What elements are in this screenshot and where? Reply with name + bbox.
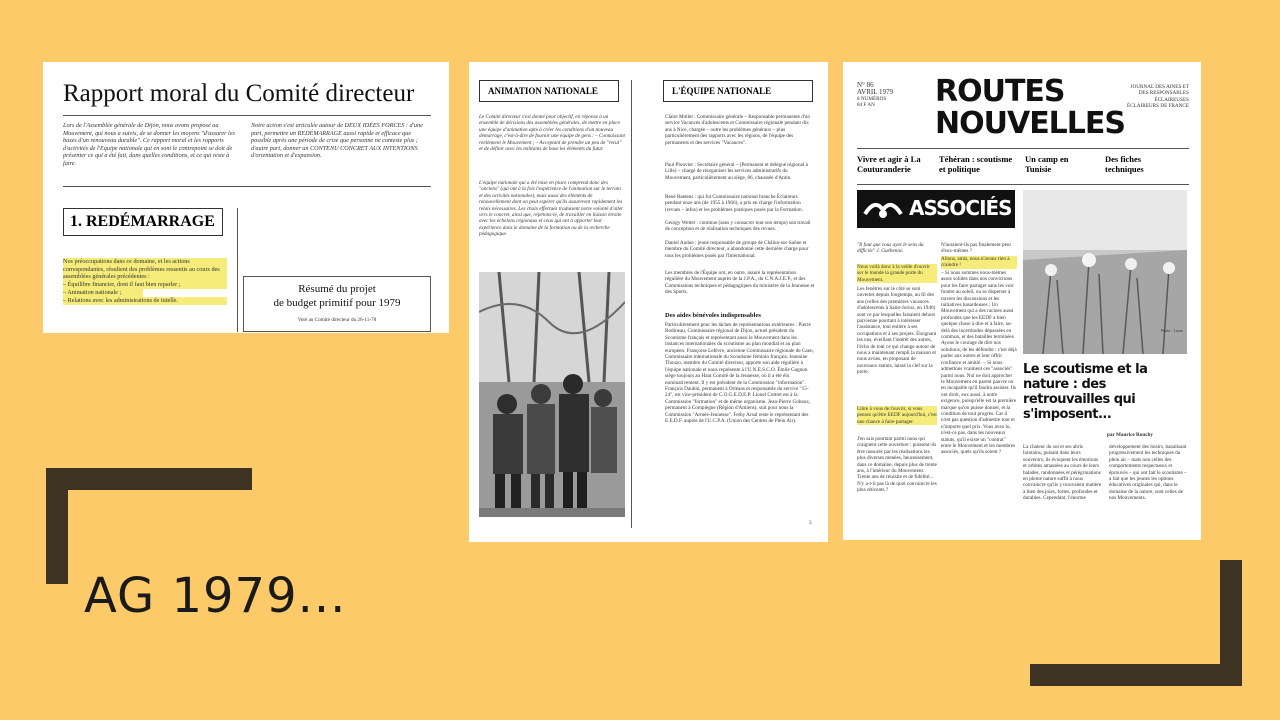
document-rapport-moral [43,62,449,333]
doc3-col2-text: N'auraient-ils pas finalement peur d'eux-mêmes ? [941,242,1012,255]
doc1-section-box [63,208,223,236]
doc1-section-text: Nos préoccupations dans ce domaine, et les actions correspondantes, résultent des problèmes ressentis au cours des assemblées générales précédentes : [63,258,227,281]
doc3-topic-4: Des fiches techniques [1105,154,1144,174]
doc1-bullet-3: – Relations avec les administrations de tutelle. [63,297,227,305]
doc2-left-p1: Le Comité directeur s'est donné pour objectif, en réponse à un ensemble de décisions des assemblées générales, de mettre en place une équipe d'animation apte à créer les conditions d'un nouveau démarrage, c'est-à-dire de fournir une équipe de gens : – Connaissant réellement le Mouvement ; – Acceptant de prendre un peu de "recul" et de définir avec les militants de base les éléments du futur. [479,114,625,153]
group-photo-image [479,272,625,517]
doc3-rule-top [857,148,1189,149]
doc3-associes-banner [857,190,1015,228]
slide-title: AG 1979... [84,568,347,624]
doc3-col1-text-2: J'en sais pourtant parmi nous qui craignent cette ouverture : puissent-ils être rassurés par les réalisations les plus diverses menées, heureusement, dans ce domaine, depuis plus de trente ans, à l'intérieur du Mouvement. Trente ans de réussite et de fidélité... N'y a-t-il pas là de quoi convaincre les plus réticents ? [857,436,937,494]
doc3-journal-desc: JOURNAL DES AINES ET DES RESPONSABLES ÉCLAIREUSES ÉCLAIREURS DE FRANCE [1127,84,1189,110]
document-routes-nouvelles [843,62,1201,540]
doc3-article-title: Le scoutisme et la nature : des retrouvailles qui s'imposent... [1023,362,1148,422]
doc1-heading: Rapport moral du Comité directeur [63,80,415,107]
doc2-right-p3: René Baetens : qui fut Commissaire national branche Éclaireurs pendant onze ans (de 1955 à 1966), a pris en charge l'information (revues – infos) et les problèmes pratiques posés par la Formation. [665,194,803,213]
doc2-right-head: L'ÉQUIPE NATIONALE [672,86,772,96]
doc3-topic-2: Téhéran : scoutisme et politique [939,154,1013,174]
doc1-bullet-1: – Équilibre financier, dont il faut bien reparler ; [63,281,227,289]
doc3-topic-3: Un camp en Tunisie [1025,154,1069,174]
doc2-right-subhead: Des aides bénévoles indispensables [665,312,761,319]
doc3-associes-title: ASSOCIÉS [909,196,1012,220]
doc1-budget-sub: Voté au Comité directeur du 26-11-78 [297,317,377,323]
corner-bracket-bottom-left-vertical [46,468,68,584]
doc2-col-divider [631,80,632,528]
doc1-budget-title-2: de budget primitif pour 1979 [273,297,401,309]
doc1-rule-top [63,115,431,116]
doc2-right-p7: Particulièrement pour les tâches de représentations extérieures : Pierre Bodineau, Commissaire régional de Dijon, actuel président du Scoutisme français et représentant aussi le Mouvement dans les instances internationales du scoutisme au plan mondial et au plan européen. Françoise Lefèvre, ancienne Commissaire régionale de Caen, Commissaire internationale du Scoutisme féminin français. Jeannine Thouzo, membre du Comité directeur, apporte son aide régulière à l'équipe nationale et nous représente à l'U.N.E.S.C.O. Émile Gagnon siège toujours au Haut Comité de la Jeunesse, où il a été élu nominativement. Il y est président de la Commission "information". François Daubin, permanent à Orléans et responsable du service "15-24", est vice-président de C.O.G.E.D.E.P. Lionel Cottret est à la Commission "formation" et de même organisme. Jean-Pierre Gobaux, permanent à Compiègne (Région d'Amiens), suit pour nous la Commission "Armée-Jeunesse". Fethy Arsal reste le représentant des E.E.D.F. auprès de l'U.C.P.A. (Union des Centres de Plein Air). [665,322,814,425]
doc3-associes-logo-icon [861,196,905,222]
doc1-intro-right: Notre action s'est articulée autour de DEUX IDÉES FORCES : d'une part, permettre un REDÉMARRAGE aussi rapide et efficace que possible après une période de crise que personne ne conteste plus ; d'autre part, donner un CONTENU CONCRET AUX INTENTIONS d'orientation et d'expansion. [251,122,423,160]
document-animation-nationale [469,62,828,542]
doc3-photo-credit: Photo : Lucas [1161,328,1183,333]
corner-bracket-bottom-right-horizontal [1030,664,1242,686]
doc2-right-p2: Paul Plouvier : Secrétaire général – (Permanent et délégué régional à Lille) – chargé de réorganiser les services administratifs du Mouvement, particulièrement au siège, 86, chaussée d'Antin. [665,162,808,181]
doc1-budget-title-1: Résumé du projet [298,283,376,295]
doc3-price: 84 F AN [857,102,875,108]
doc2-left-p2: L'équipe nationale qui a été mise en place comprend donc des "anciens" (qui ont à la fois l'expérience de l'animation sur le terrain et des activités nationales), mais aussi des éléments de renouvellement dont on peut espérer qu'ils assureront rapidement les relais nécessaires. Les choix effectués traduisent notre volonté d'aller vers le concret, ainsi que, répétons-le, de travailler en liaison étroite avec les échelons régionaux et ceux qui ont à apporter leur expérience dans le domaine de la formation ou de la recherche pédagogique. [479,180,624,238]
doc3-col1-text: Les fenêtres sur le côté se sont ouvertes depuis longtemps, au fil des ans (celles des premières vacances d'adolescents à Saint-Jorioz, en 1946) sont ce par lesquelles faisaient dehors parvienne pourtant à intéresser l'assistance, tout entière à ses occupations et à ses projets. Éloignant les uns, éveillant l'intérêt des autres, l'écho de tout ce qui change autour de nous a maintenant rempli la maison et nous avons, en proposant de nouveaux statuts, laissé la clef sur la porte. [857,286,937,376]
doc2-left-head: ANIMATION NATIONALE [488,86,598,96]
doc2-right-p6: Les membres de l'Équipe ont, en outre, assuré la représentation régulière du Mouvement auprès de la J.P.A., du C.N.A.J.E.P., et des Commissions techniques et pédagogiques du ministère de la Jeunesse et des Sports. [665,270,815,296]
doc1-section-title: 1. REDÉMARRAGE [70,213,215,230]
doc2-left-head-box [479,80,619,102]
doc3-issue: N° 86 [857,81,874,89]
doc2-page-number: 3 [809,520,812,526]
doc2-right-p4: Georgy Wetter : continue (sans y consacrer tout son temps) son travail de conception et de réalisation techniques des revues. [665,220,811,233]
doc2-group-photo [479,272,625,517]
doc3-topic-1: Vivre et agir à La Couturanderie [857,154,921,174]
doc3-col1-highlight: Nous voilà donc à la veille d'ouvrir sur le monde la grande porte du Mouvement. [857,264,937,283]
doc3-col2-highlight: Allons, amis, nous n'avons rien à craindre ! [941,256,1017,269]
doc3-quote: "Il faut que vous ayez le sens du difficile" J. Guéhenno [857,242,924,255]
doc1-budget-box [243,276,431,332]
doc1-rule-mid [63,186,431,187]
doc2-right-p1: Claire Mollet : Commissaire générale – Responsable permanente d'un service Vacances d'adolescents et Commissaire régionale pendant dix ans à Nice, chargée – outre les problèmes généraux – plus particulièrement des rapports avec les régions, de l'équipe des permanents et des services "Vacances". [665,114,810,146]
doc3-date: AVRIL 1979 [857,88,893,96]
doc3-rule-mid [857,184,1189,185]
doc3-article-text: La chaleur du sol et ses abris lointains, puisant dans leurs souvenirs, ils évoquent les émotions et orbites amassées au cours de leurs balades, randonnées et pérégrinations en pleine nature suffit à nous convaincre qu'ils y trouvaient matière à bien des joies, fortes, profondes et durables. Cependant, l'énorme développement des loisirs, banalisant progressivement les techniques du plein air – mais non celles des comportements respectueux et éprouvés – qui ont fait le scoutisme – a fait que les jeunes les options éducatives originales qui, dans le domaine de la nature, sont celles de nos Mouvements. [1023,444,1187,502]
doc3-issue-info: 8 NUMÉROS [857,96,887,102]
doc1-rule-vertical [237,208,238,332]
corner-bracket-bottom-left-horizontal [46,468,252,490]
doc3-masthead-1: ROUTES [935,74,1065,109]
doc1-intro-left: Lors de l'Assemblée générale de Dijon, nous avons proposé au Mouvement, qui nous a suivis, de se donner les moyens "d'assurer les bases d'un renouveau durable". Ce rapport moral et les rapports d'activités de l'Equipe nationale qui en sont le contrepoint se doit de présenter ce qui a été fait, dans quelles conditions, et ce qui reste à faire. [63,122,235,167]
doc3-masthead-2: NOUVELLES [935,106,1126,141]
doc2-right-head-box [663,80,813,102]
doc3-author: par Maurice Rouchy [1107,432,1154,438]
doc2-right-p5: Daniel Audue : jeune responsable de groupe de Châlon-sur-Saône et membre du Comité directeur, a abandonné cette dernière charge pour tous les problèmes posés par l'International. [665,240,809,259]
doc3-col2-text-2: – Si nous sommes nous-mêmes assez solides dans nos convictions pour les faire partager sans les voir fondre au soleil, ou se disperser à travers les discussions et les initiatives hasardeuses ; Un Mouvement qui a des racines aussi profondes que les EEDF a bien quelque chose à dire et à faire, au-delà des incertitudes dépassées en commun, et des batailles terminées. Ayons le courage de dire nos solutions, de les défendre : c'est déjà parler aux autres et leur offrir confiance et amitié. – Si nous admettons vraiment ces "associés" parmi nous. Nul ne doit approcher le Mouvement en parent pauvre ou en incapable qu'il faudra assister. Ils ont droit, eux aussi, à notre exigence, puisqu'elle est la première marque qu'on puisse donner, et la condition de tout progrès. Car il n'est pas question d'admettre tout et n'importe quel prix. Vous avez lu, n'est-ce pas, dans les nouveaux statuts, qu'il existe un "contrat" entre le Mouvement et les membres associés, quels qu'ils soient ? [941,270,1017,456]
doc1-bullet-2: – Animation nationale ; [63,289,143,297]
doc3-col1-highlight-2: Libre à vous de l'ouvrir, si vous pensez qu'être EEDF aujourd'hui, c'est une chance à faire partager. [857,406,937,425]
corner-bracket-bottom-right-vertical [1220,560,1242,686]
